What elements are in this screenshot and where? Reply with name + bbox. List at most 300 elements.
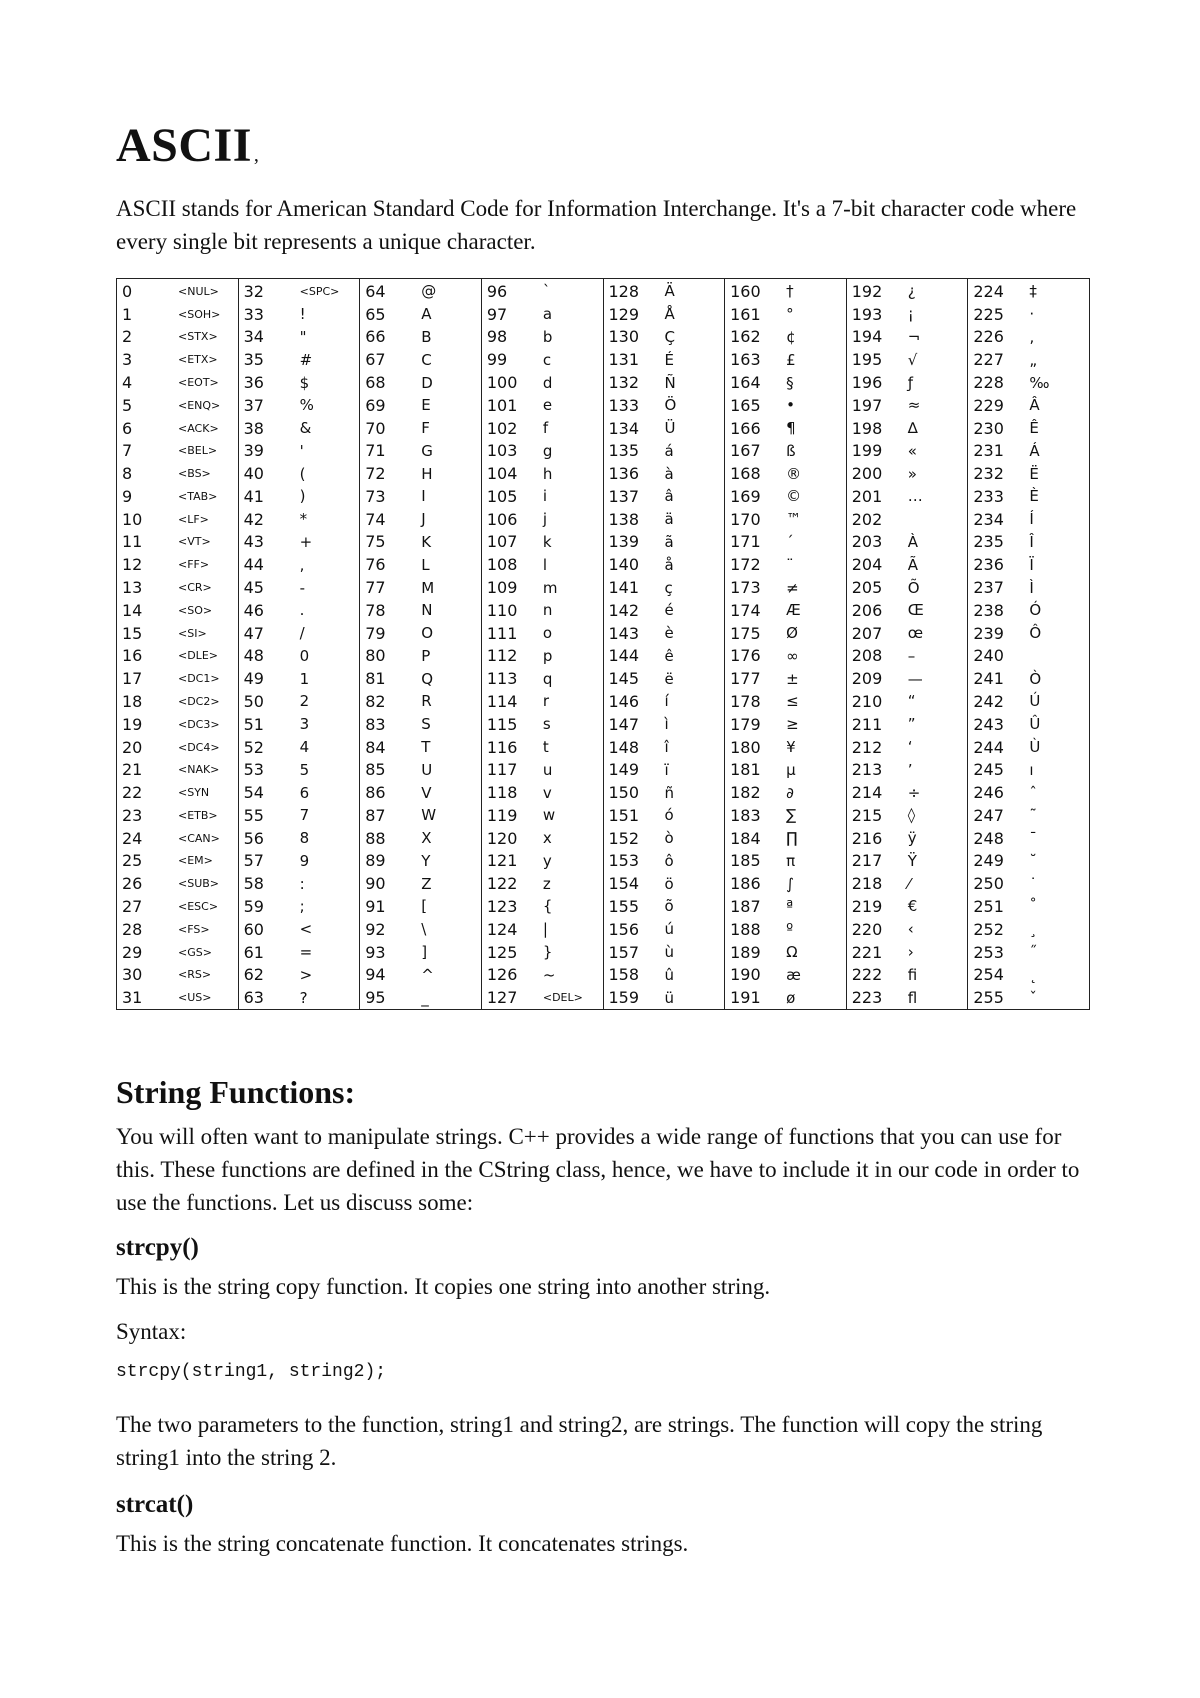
ascii-code: 196 <box>851 373 883 393</box>
ascii-character: Ø <box>786 624 798 643</box>
ascii-entry <box>604 986 725 1009</box>
ascii-entry <box>847 918 968 941</box>
ascii-entry <box>360 690 481 713</box>
ascii-code: 209 <box>851 669 883 689</box>
ascii-code: 142 <box>608 600 640 620</box>
ascii-code: 115 <box>486 714 518 734</box>
ascii-character: ∫ <box>786 874 794 893</box>
ascii-character: j <box>542 510 548 529</box>
ascii-code: 153 <box>608 851 640 871</box>
ascii-entry <box>482 986 603 1009</box>
ascii-entry <box>482 736 603 759</box>
ascii-code: 255 <box>973 988 1004 1008</box>
ascii-entry <box>239 804 360 827</box>
ascii-entry <box>482 622 603 645</box>
ascii-character: P <box>421 646 431 665</box>
ascii-code: 154 <box>608 874 640 894</box>
ascii-character: \ <box>421 920 427 939</box>
ascii-entry <box>604 781 725 804</box>
ascii-character: ∑ <box>786 806 797 825</box>
ascii-code: 160 <box>730 281 761 301</box>
ascii-code: 140 <box>608 555 640 575</box>
ascii-code: 202 <box>851 509 883 529</box>
ascii-code: 18 <box>122 691 143 711</box>
ascii-character: = <box>299 943 313 962</box>
ascii-code: 88 <box>365 828 386 848</box>
ascii-character: L <box>421 555 430 574</box>
ascii-code: 43 <box>243 532 264 552</box>
ascii-code: 254 <box>973 965 1004 985</box>
ascii-code: 165 <box>730 395 761 415</box>
ascii-entry <box>360 963 481 986</box>
ascii-character: X <box>421 829 432 848</box>
ascii-character: … <box>907 487 923 506</box>
ascii-code: 126 <box>486 965 518 985</box>
ascii-character: O <box>421 624 434 643</box>
ascii-code: 205 <box>851 578 883 598</box>
ascii-code: 204 <box>851 555 883 575</box>
ascii-entry <box>725 394 846 417</box>
ascii-code: 117 <box>486 760 518 780</box>
ascii-entry <box>239 417 360 440</box>
ascii-character: <FS> <box>178 922 210 936</box>
ascii-character: à <box>664 464 674 483</box>
ascii-entry <box>239 713 360 736</box>
ascii-entry <box>117 303 238 326</box>
ascii-entry <box>239 508 360 531</box>
ascii-character: ÷ <box>907 783 921 802</box>
ascii-entry <box>117 553 238 576</box>
ascii-entry <box>117 713 238 736</box>
ascii-entry <box>360 280 481 303</box>
ascii-character: ı <box>1029 760 1034 779</box>
ascii-character: ≤ <box>786 692 799 711</box>
ascii-entry <box>847 713 968 736</box>
ascii-entry <box>360 485 481 508</box>
ascii-character: <VT> <box>178 535 211 549</box>
ascii-entry <box>360 599 481 622</box>
ascii-entry <box>847 781 968 804</box>
ascii-entry <box>847 667 968 690</box>
ascii-code: 16 <box>122 646 143 666</box>
ascii-character: ã <box>664 532 674 551</box>
ascii-character: G <box>421 441 433 460</box>
ascii-character: Ë <box>1029 464 1039 483</box>
ascii-entry <box>847 531 968 554</box>
ascii-code: 71 <box>365 441 386 461</box>
ascii-entry <box>239 371 360 394</box>
ascii-code: 118 <box>486 783 518 803</box>
ascii-entry <box>847 986 968 1009</box>
ascii-character: ÿ <box>907 829 917 848</box>
ascii-character: / <box>299 624 305 643</box>
ascii-character: Ã <box>907 555 919 574</box>
ascii-character: Q <box>421 669 434 688</box>
ascii-character: œ <box>907 624 924 643</box>
ascii-entry <box>117 371 238 394</box>
ascii-code: 244 <box>973 737 1004 757</box>
ascii-code: 30 <box>122 965 143 985</box>
ascii-code: 120 <box>486 828 518 848</box>
ascii-character: ´ <box>786 532 794 551</box>
ascii-character: ! <box>299 305 306 324</box>
ascii-character: u <box>542 760 553 779</box>
ascii-character: t <box>542 738 549 757</box>
ascii-entry <box>847 804 968 827</box>
ascii-code: 45 <box>243 578 264 598</box>
ascii-character: ï <box>664 760 669 779</box>
ascii-entry <box>968 576 1089 599</box>
ascii-entry <box>239 553 360 576</box>
ascii-code: 253 <box>973 942 1004 962</box>
ascii-entry <box>482 531 603 554</box>
ascii-code: 148 <box>608 737 640 757</box>
ascii-entry <box>117 348 238 371</box>
ascii-code: 193 <box>851 304 883 324</box>
ascii-character: > <box>299 965 313 984</box>
ascii-entry <box>604 895 725 918</box>
ascii-entry <box>117 690 238 713</box>
ascii-entry <box>117 326 238 349</box>
ascii-entry <box>604 667 725 690</box>
ascii-character: ‹ <box>907 920 914 939</box>
ascii-code: 67 <box>365 350 386 370</box>
ascii-entry <box>239 462 360 485</box>
ascii-character: ú <box>664 920 675 939</box>
ascii-entry <box>360 394 481 417</box>
ascii-character: ≠ <box>786 578 799 597</box>
ascii-character: Y <box>421 851 431 870</box>
ascii-code: 25 <box>122 851 143 871</box>
ascii-code: 27 <box>122 896 143 916</box>
ascii-code: 203 <box>851 532 883 552</box>
ascii-entry <box>725 508 846 531</box>
ascii-character: ª <box>786 897 794 916</box>
ascii-character: ~ <box>542 965 556 984</box>
ascii-entry <box>968 963 1089 986</box>
ascii-code: 10 <box>122 509 143 529</box>
ascii-entry <box>968 508 1089 531</box>
ascii-code: 213 <box>851 760 883 780</box>
ascii-character: Ÿ <box>907 851 917 870</box>
ascii-character: <RS> <box>178 968 212 982</box>
ascii-character: ö <box>664 874 674 893</box>
ascii-code: 234 <box>973 509 1004 529</box>
ascii-code: 179 <box>730 714 761 734</box>
ascii-entry <box>117 827 238 850</box>
ascii-character: “ <box>907 692 916 711</box>
ascii-character: Ò <box>1029 669 1042 688</box>
ascii-character: ç <box>664 578 673 597</box>
ascii-code: 39 <box>243 441 264 461</box>
ascii-code: 222 <box>851 965 883 985</box>
ascii-entry <box>968 918 1089 941</box>
ascii-code: 210 <box>851 691 883 711</box>
ascii-code: 231 <box>973 441 1004 461</box>
ascii-entry <box>725 417 846 440</box>
ascii-code: 70 <box>365 418 386 438</box>
ascii-entry <box>239 439 360 462</box>
ascii-code: 137 <box>608 486 640 506</box>
ascii-entry <box>482 941 603 964</box>
ascii-character: ¯ <box>1029 829 1037 848</box>
ascii-character: J <box>421 510 426 529</box>
ascii-character: ù <box>664 943 675 962</box>
ascii-character: ¶ <box>786 419 796 438</box>
ascii-character: : <box>299 874 305 893</box>
ascii-entry <box>604 918 725 941</box>
ascii-entry <box>968 394 1089 417</box>
ascii-character: é <box>664 601 674 620</box>
ascii-entry <box>482 713 603 736</box>
ascii-entry <box>117 645 238 668</box>
ascii-code: 170 <box>730 509 761 529</box>
ascii-code: 9 <box>122 486 133 506</box>
ascii-character: a <box>542 305 553 324</box>
ascii-entry <box>725 280 846 303</box>
ascii-entry <box>968 895 1089 918</box>
ascii-code: 174 <box>730 600 761 620</box>
ascii-entry <box>725 303 846 326</box>
ascii-entry <box>604 622 725 645</box>
ascii-code: 242 <box>973 691 1004 711</box>
ascii-character: S <box>421 715 431 734</box>
ascii-character: æ <box>786 965 801 984</box>
ascii-character: $ <box>299 373 310 392</box>
ascii-entry <box>725 599 846 622</box>
ascii-code: 240 <box>973 646 1004 666</box>
ascii-character: ™ <box>786 510 802 529</box>
ascii-character: <SO> <box>178 603 213 617</box>
ascii-code: 216 <box>851 828 883 848</box>
ascii-entry <box>725 485 846 508</box>
ascii-code: 175 <box>730 623 761 643</box>
ascii-code: 131 <box>608 350 640 370</box>
ascii-character: Ê <box>1029 419 1039 438</box>
ascii-character: 6 <box>299 783 310 802</box>
ascii-code: 157 <box>608 942 640 962</box>
ascii-column <box>482 279 604 1009</box>
ascii-entry <box>847 963 968 986</box>
ascii-entry <box>482 462 603 485</box>
ascii-character: § <box>786 373 794 392</box>
ascii-code: 215 <box>851 805 883 825</box>
ascii-entry <box>604 508 725 531</box>
ascii-code: 178 <box>730 691 761 711</box>
ascii-entry <box>117 508 238 531</box>
ascii-character: ò <box>664 829 674 848</box>
ascii-code: 119 <box>486 805 518 825</box>
ascii-character: ﬁ <box>907 965 918 984</box>
ascii-entry <box>239 326 360 349</box>
ascii-character: ä <box>664 510 674 529</box>
ascii-code: 143 <box>608 623 640 643</box>
ascii-code: 100 <box>486 373 518 393</box>
ascii-code: 177 <box>730 669 761 689</box>
ascii-character: π <box>786 851 796 870</box>
ascii-entry <box>482 326 603 349</box>
ascii-entry <box>482 645 603 668</box>
strcpy-explanation: The two parameters to the function, string1 and string2, are strings. The function will copy the string string1 into the string 2. <box>116 1412 1043 1470</box>
ascii-entry <box>482 280 603 303</box>
ascii-character: ∆ <box>907 419 918 438</box>
ascii-entry <box>725 895 846 918</box>
ascii-character: £ <box>786 350 796 369</box>
ascii-character: <EM> <box>178 854 213 868</box>
ascii-character: Ñ <box>664 373 676 392</box>
ascii-code: 62 <box>243 965 264 985</box>
ascii-entry <box>968 303 1089 326</box>
ascii-character: x <box>542 829 552 848</box>
ascii-code: 223 <box>851 988 883 1008</box>
ascii-entry <box>968 553 1089 576</box>
ascii-character: N <box>421 601 433 620</box>
ascii-character: Ä <box>664 282 675 301</box>
string-functions-intro: You will often want to manipulate strings. C++ provides a wide range of functions that you can use for this. These functions are defined in the CString class, hence, we have to include it in our code in order to use the functions. Let us discuss some: <box>116 1124 1080 1215</box>
ascii-code: 226 <box>973 327 1004 347</box>
ascii-character: <NUL> <box>178 284 219 298</box>
ascii-character: K <box>421 532 432 551</box>
ascii-column <box>239 279 361 1009</box>
ascii-code: 6 <box>122 418 133 438</box>
ascii-code: 3 <box>122 350 133 370</box>
ascii-code: 49 <box>243 669 264 689</box>
ascii-code: 80 <box>365 646 386 666</box>
ascii-entry <box>239 622 360 645</box>
ascii-code: 167 <box>730 441 761 461</box>
ascii-entry <box>482 576 603 599</box>
ascii-code: 171 <box>730 532 761 552</box>
ascii-character: <ETB> <box>178 808 218 822</box>
ascii-entry <box>725 439 846 462</box>
ascii-character: 3 <box>299 715 310 734</box>
ascii-entry <box>725 850 846 873</box>
ascii-character: <EOT> <box>178 376 219 390</box>
ascii-character: Å <box>664 305 675 324</box>
ascii-character: ? <box>299 988 308 1007</box>
ascii-character: Ï <box>1029 555 1034 574</box>
ascii-character: c <box>542 350 552 369</box>
ascii-code: 208 <box>851 646 883 666</box>
ascii-character: í <box>664 692 669 711</box>
ascii-entry <box>239 736 360 759</box>
ascii-character: } <box>542 943 553 962</box>
ascii-code: 192 <box>851 281 883 301</box>
ascii-code: 207 <box>851 623 883 643</box>
ascii-code: 69 <box>365 395 386 415</box>
ascii-entry <box>847 508 968 531</box>
ascii-code: 162 <box>730 327 761 347</box>
ascii-entry <box>117 918 238 941</box>
ascii-character: I <box>421 487 426 506</box>
ascii-entry <box>604 713 725 736</box>
ascii-code: 132 <box>608 373 640 393</box>
ascii-code: 194 <box>851 327 883 347</box>
ascii-character: ∞ <box>786 646 799 665</box>
document-page <box>116 110 1092 1560</box>
ascii-entry <box>604 850 725 873</box>
ascii-entry <box>117 599 238 622</box>
ascii-character: ﬂ <box>907 988 918 1007</box>
ascii-entry <box>725 872 846 895</box>
ascii-entry <box>604 417 725 440</box>
ascii-entry <box>968 417 1089 440</box>
ascii-entry <box>968 872 1089 895</box>
ascii-code: 14 <box>122 600 143 620</box>
ascii-character: H <box>421 464 433 483</box>
ascii-character: <TAB> <box>178 489 218 503</box>
ascii-entry <box>847 736 968 759</box>
ascii-character: - <box>299 578 306 597</box>
ascii-character: A <box>421 305 432 324</box>
ascii-entry <box>604 804 725 827</box>
ascii-character: <FF> <box>178 558 210 572</box>
ascii-entry <box>604 280 725 303</box>
ascii-entry <box>968 667 1089 690</box>
ascii-entry <box>968 645 1089 668</box>
ascii-entry <box>360 986 481 1009</box>
ascii-code: 7 <box>122 441 133 461</box>
ascii-code: 141 <box>608 578 640 598</box>
ascii-code: 0 <box>122 281 133 301</box>
ascii-character: g <box>542 441 553 460</box>
ascii-entry <box>482 895 603 918</box>
ascii-code: 74 <box>365 509 386 529</box>
ascii-entry <box>968 690 1089 713</box>
ascii-code: 133 <box>608 395 640 415</box>
ascii-character: i <box>542 487 548 506</box>
ascii-character: ® <box>786 464 802 483</box>
ascii-code: 104 <box>486 464 518 484</box>
ascii-code: 75 <box>365 532 386 552</box>
ascii-code: 73 <box>365 486 386 506</box>
ascii-code: 5 <box>122 395 133 415</box>
ascii-code: 50 <box>243 691 264 711</box>
ascii-code: 190 <box>730 965 761 985</box>
ascii-entry <box>725 326 846 349</box>
ascii-code: 139 <box>608 532 640 552</box>
ascii-code: 149 <box>608 760 640 780</box>
ascii-code: 106 <box>486 509 518 529</box>
ascii-code: 182 <box>730 783 761 803</box>
ascii-entry <box>117 986 238 1009</box>
ascii-entry <box>847 462 968 485</box>
ascii-entry <box>847 599 968 622</box>
ascii-code: 72 <box>365 464 386 484</box>
ascii-code: 135 <box>608 441 640 461</box>
ascii-code: 89 <box>365 851 386 871</box>
ascii-character: ‘ <box>907 738 913 757</box>
ascii-code: 29 <box>122 942 143 962</box>
ascii-code: 105 <box>486 486 518 506</box>
ascii-code: 76 <box>365 555 386 575</box>
ascii-code: 34 <box>243 327 264 347</box>
ascii-code: 81 <box>365 669 386 689</box>
ascii-code: 235 <box>973 532 1004 552</box>
ascii-character: M <box>421 578 435 597</box>
ascii-code: 13 <box>122 578 143 598</box>
ascii-code: 97 <box>486 304 508 324</box>
ascii-code: 144 <box>608 646 640 666</box>
ascii-intro: ASCII stands for American Standard Code for Information Interchange. It's a 7-bit character code where every single bit represents a unique character. <box>116 196 1077 254</box>
ascii-code: 227 <box>973 350 1004 370</box>
ascii-code: 66 <box>365 327 386 347</box>
ascii-entry <box>239 872 360 895</box>
ascii-entry <box>968 348 1089 371</box>
ascii-entry <box>360 348 481 371</box>
ascii-code: 17 <box>122 669 143 689</box>
ascii-character: á <box>664 441 674 460</box>
